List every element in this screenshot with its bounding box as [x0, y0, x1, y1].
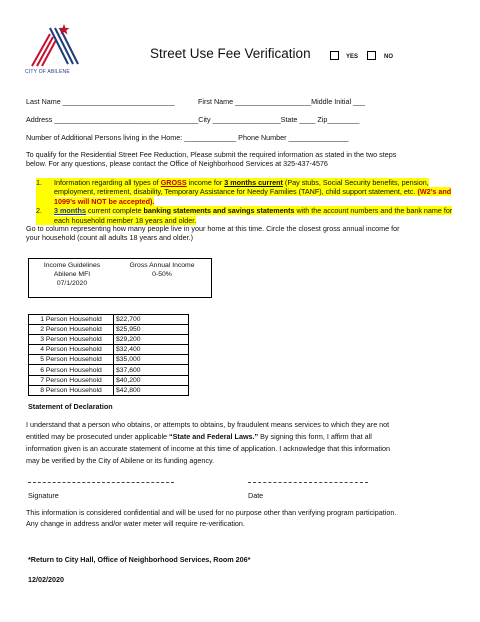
income-guidelines-box: [28, 258, 212, 298]
address-field[interactable]: Address ____________________________________City _________________State ____ Zip________: [26, 115, 360, 124]
requirements-list: [36, 178, 460, 225]
income-amount: $32,400: [114, 345, 189, 355]
household-size: 2 Person Household: [29, 325, 114, 335]
step-1-text: [54, 178, 460, 206]
household-size: 7 Person Household: [29, 375, 114, 385]
logo-blue-stripes: [50, 28, 78, 64]
household-size: 8 Person Household: [29, 385, 114, 395]
intro-line: To qualify for the Residential Street Fee Reduction, Please submit the required information as stated in the two steps: [26, 150, 397, 159]
gross-income-header: [117, 261, 207, 279]
laws-emphasis: “State and Federal Laws.”: [169, 432, 259, 441]
step-warning: (W2’s and 1099’s will NOT be accepted).: [54, 187, 452, 206]
step-emphasis: GROSS: [160, 178, 187, 187]
star-icon: [59, 24, 70, 35]
household-size: 1 Person Household: [29, 315, 114, 325]
declaration-heading: Statement of Declaration: [28, 402, 113, 411]
table-row[interactable]: [29, 345, 189, 355]
step-emphasis: 3 months current: [224, 178, 283, 187]
list-number: 2.: [36, 206, 54, 225]
step-text: with the account numbers and the bank name for each household member 18 years and older.: [54, 206, 453, 225]
step-text: Information regarding all types of: [54, 178, 161, 187]
persons-phone-field[interactable]: Number of Additional Persons living in the Home: _____________ Phone Number _______________: [26, 133, 349, 142]
header-line: Income Guidelines: [43, 262, 101, 269]
income-amount: $25,950: [114, 325, 189, 335]
household-size: 3 Person Household: [29, 335, 114, 345]
yes-checkbox[interactable]: [330, 51, 339, 60]
table-row[interactable]: [29, 385, 189, 395]
confidential-notice: [26, 507, 458, 529]
table-row[interactable]: [29, 365, 189, 375]
header-line: Abilene MFI: [53, 271, 91, 278]
declaration-line: I understand that a person who obtains, or attempts to obtains, by fraudulent means services to which they are not: [26, 420, 390, 429]
list-item: [36, 206, 460, 225]
household-size: 4 Person Household: [29, 345, 114, 355]
header-line: Gross Annual Income: [129, 262, 195, 269]
step-emphasis: 3 months: [54, 206, 86, 216]
income-amount: $35,000: [114, 355, 189, 365]
income-amount: $37,600: [114, 365, 189, 375]
declaration-line: may be verified by the City of Abilene or its funding agency.: [26, 456, 215, 465]
step-text: current complete: [85, 206, 144, 216]
table-row[interactable]: [29, 375, 189, 385]
income-amount: $40,200: [114, 375, 189, 385]
instruction-line: Go to column representing how many people live in your home at this time. Circle the closest gross annual income for: [26, 224, 400, 233]
intro-line: below. For any questions, please contact the Office of Neighborhood Services at 325-437-4576: [26, 159, 328, 169]
no-checkbox[interactable]: [367, 51, 376, 60]
declaration-paragraph: [26, 419, 458, 467]
declaration-text: By signing this form, I affirm that all: [258, 432, 372, 441]
form-date: 12/02/2020: [28, 575, 64, 584]
table-row[interactable]: [29, 325, 189, 335]
date-line[interactable]: [248, 482, 368, 483]
step-2-text: [54, 206, 460, 225]
column-instructions: [26, 224, 458, 243]
page-title: Street Use Fee Verification: [150, 46, 311, 61]
header-line: 0-50%: [152, 271, 172, 278]
logo-red-stripes: [32, 34, 56, 66]
step-text: (Pay stubs, Social Security benefits, pension, employment, retirement, disability, Temporary Assistance for Needy Families (TANF), child support statement, etc.: [54, 178, 429, 197]
date-label: Date: [248, 491, 264, 500]
income-amount: $42,800: [114, 385, 189, 395]
last-name-field[interactable]: Last Name ____________________________: [26, 97, 175, 106]
yes-label: YES: [346, 54, 359, 60]
step-emphasis: banking statements and savings statements: [143, 206, 295, 216]
logo-caption: CITY OF ABILENE: [25, 69, 70, 75]
signature-line[interactable]: [28, 482, 174, 483]
return-instructions: *Return to City Hall, Office of Neighborhood Services, Room 206*: [28, 555, 251, 564]
declaration-text: entitled may be prosecuted under applicable: [26, 432, 170, 441]
first-name-field[interactable]: First Name ___________________Middle Initial ___: [198, 97, 366, 106]
step-text: income for: [186, 178, 225, 187]
table-row[interactable]: [29, 315, 189, 325]
confidential-line: Any change in address and/or water meter will require re-verification.: [26, 519, 245, 528]
income-guidelines-header: [33, 261, 111, 288]
declaration-line: information given is an accurate statement of income at this time of application. I acknowledge that this information: [26, 444, 390, 453]
income-amount: $29,200: [114, 335, 189, 345]
table-row[interactable]: [29, 355, 189, 365]
list-number: 1.: [36, 178, 54, 206]
header-line: 07/1/2020: [56, 280, 88, 287]
list-item: [36, 178, 460, 206]
intro-paragraph: [26, 150, 458, 169]
declaration-line: [26, 431, 458, 443]
household-income-table: [28, 314, 189, 396]
no-label: NO: [384, 54, 393, 60]
income-amount: $22,700: [114, 315, 189, 325]
table-row[interactable]: [29, 335, 189, 345]
instruction-line: your household (count all adults 18 years and older.): [26, 233, 194, 243]
confidential-line: This information is considered confidential and will be used for no purpose other than verifying program participation.: [26, 508, 397, 517]
household-size: 6 Person Household: [29, 365, 114, 375]
household-size: 5 Person Household: [29, 355, 114, 365]
signature-label: Signature: [28, 491, 59, 500]
